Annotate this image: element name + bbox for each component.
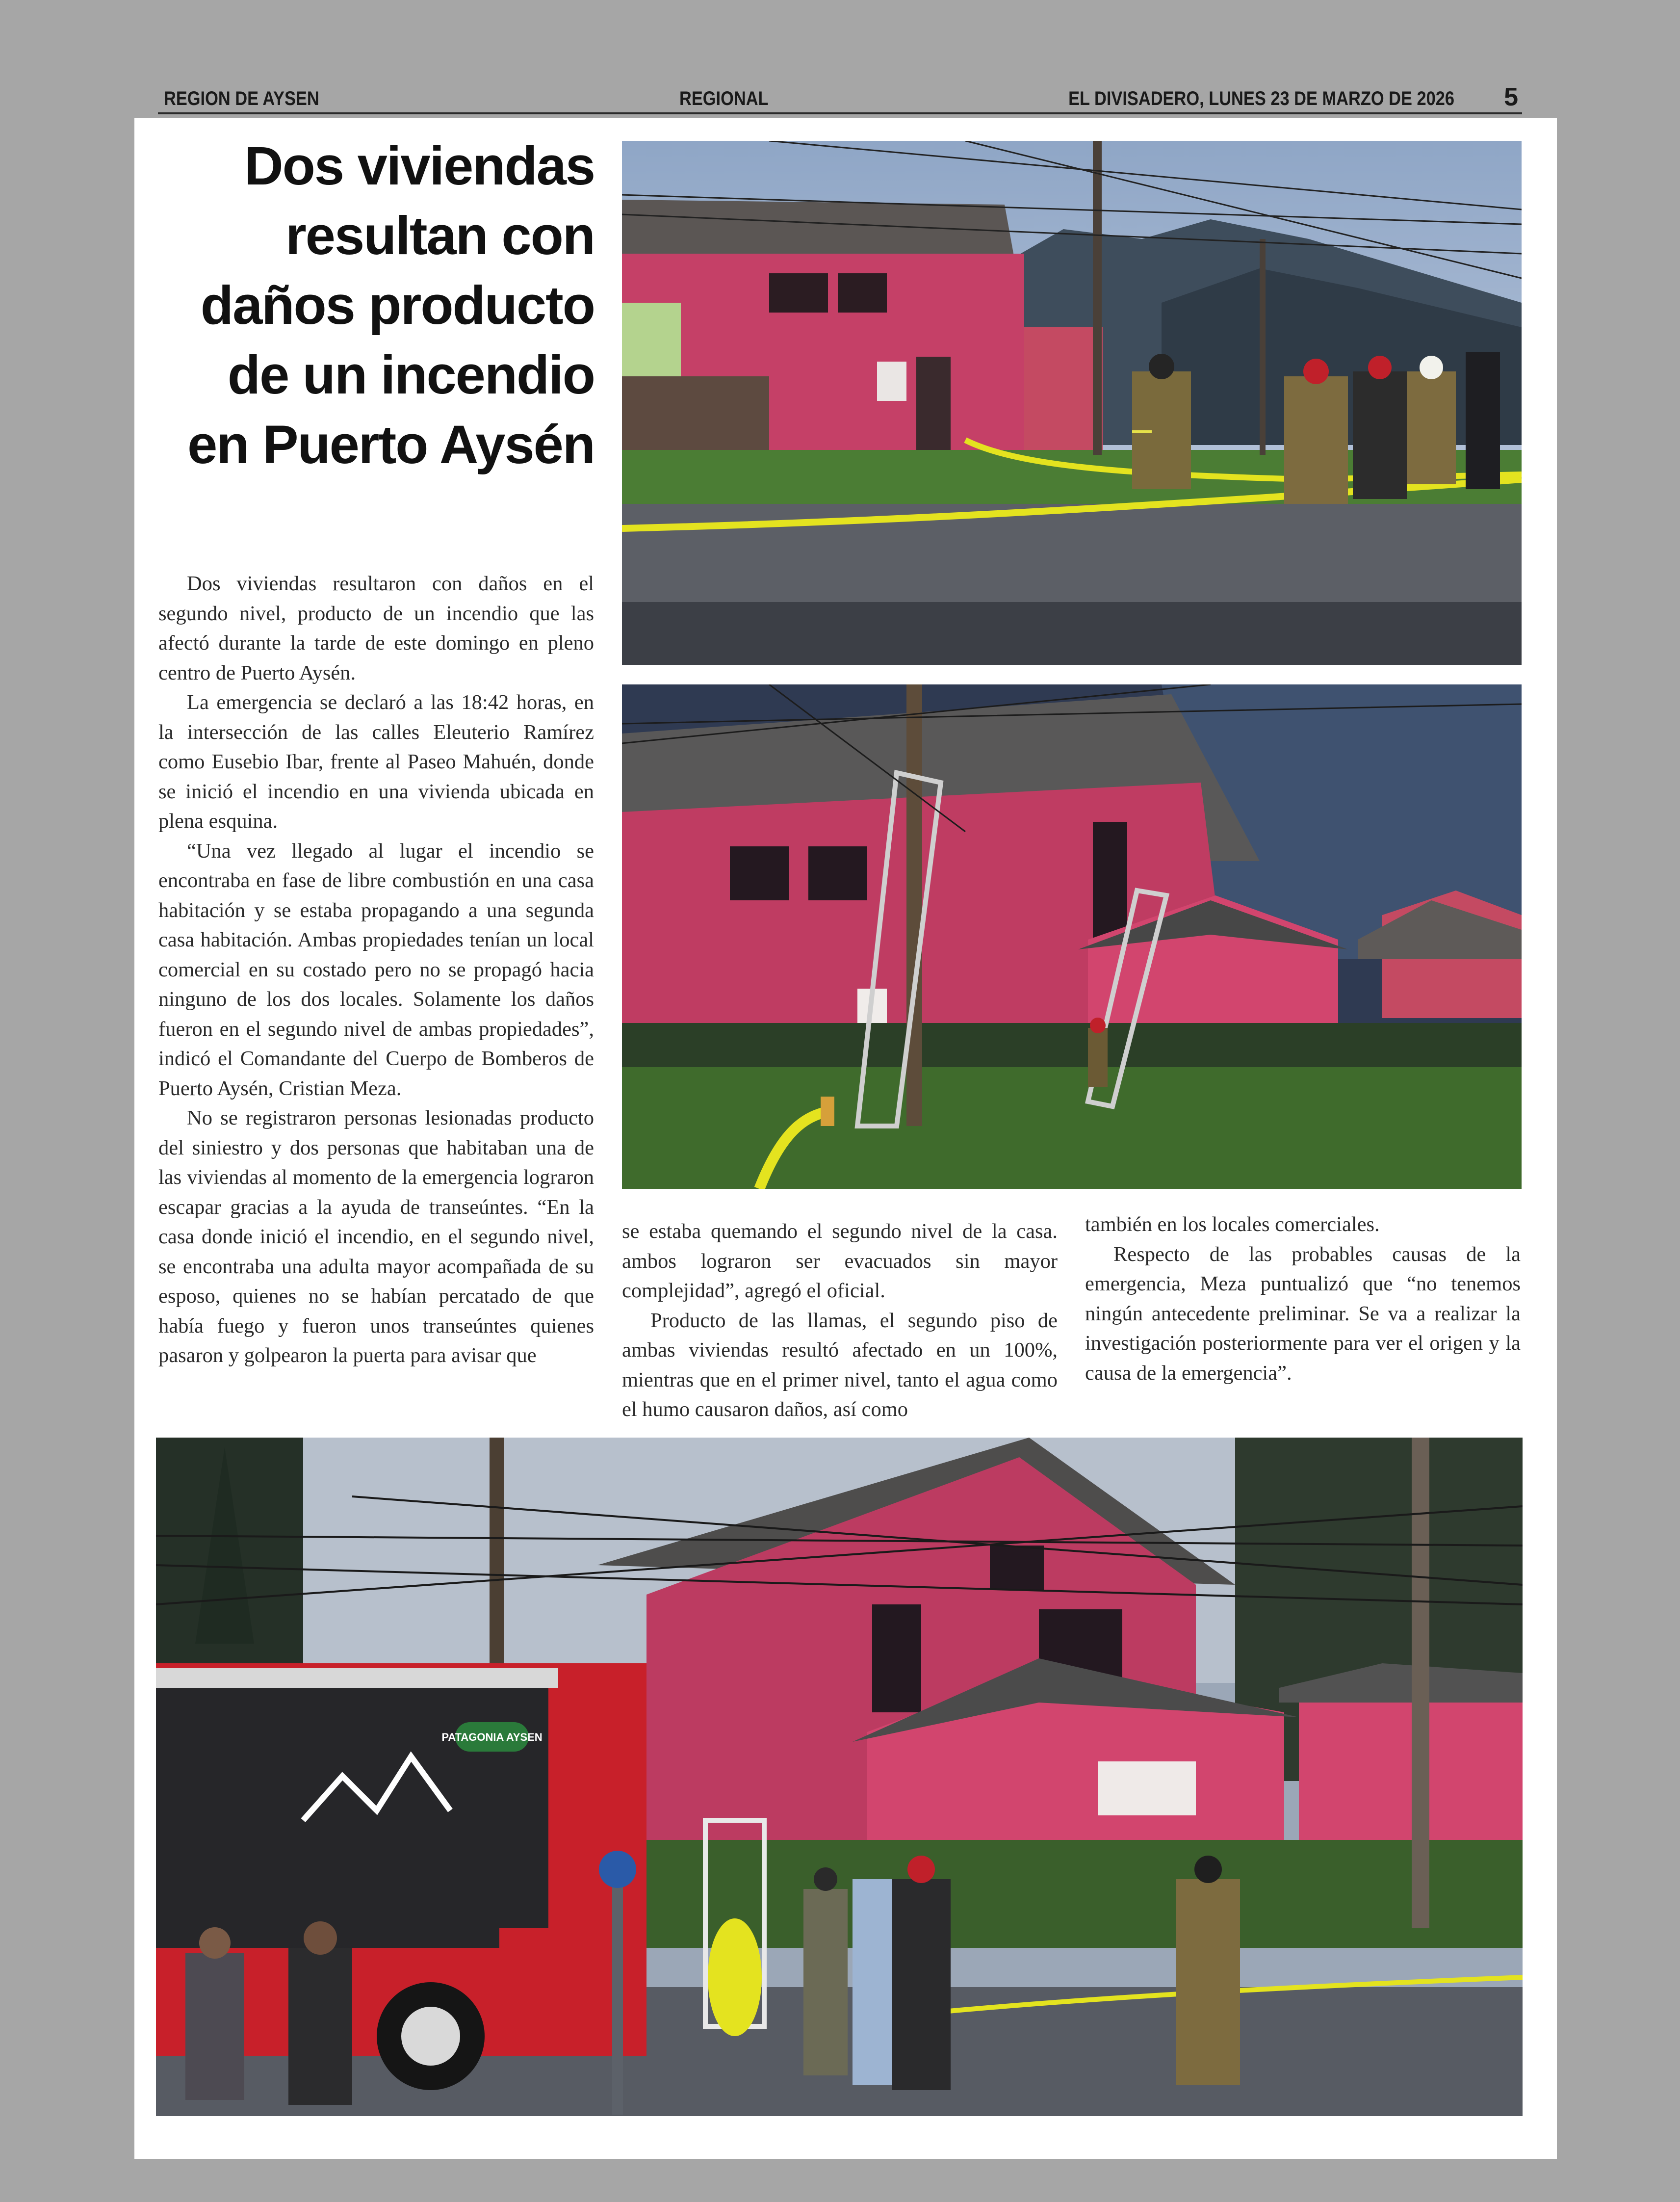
article-paragraph: se estaba quemando el segundo nivel de la casa. ambos lograron ser evacuados sin mayor complejidad”, agregó el oficial.: [622, 1220, 1058, 1302]
photo-firefighters-street: [622, 141, 1522, 665]
photo-firetruck-house-image: [156, 1438, 1523, 2116]
headline-line: resultan con: [285, 206, 594, 266]
header-rule: [158, 112, 1522, 114]
headline-line: daños producto: [200, 275, 594, 336]
headline-line: en Puerto Aysén: [187, 415, 594, 475]
truck-logo-text: PATAGONIA AYSEN: [441, 1731, 543, 1743]
article-paragraph: La emergencia se declaró a las 18:42 horas, en la intersección de las calles Eleuterio Ramírez como Eusebio Ibar, frente al Paseo Mahuén, donde se inició el incendio en una vivienda ubicada en plena esquina.: [158, 691, 594, 833]
article-column-3: [1085, 1210, 1521, 1388]
headline: [164, 131, 594, 480]
category-label: REGIONAL: [679, 88, 769, 109]
article-paragraph: Producto de las llamas, el segundo piso de ambas viviendas resultó afectado en un 100%, mientras que en el primer nivel, tanto el agua como el humo causaron daños, así como: [622, 1309, 1058, 1421]
article-column-1: [158, 569, 594, 1371]
article-column-2: [622, 1217, 1058, 1425]
headline-line: de un incendio: [227, 345, 594, 405]
article-paragraph: “Una vez llegado al lugar el incendio se encontraba en fase de libre combustión en una casa habitación y se estaba propagando a una segunda casa habitación. Ambas propiedades tenían un local comercial en su costado pero no se propagó hacia ninguno de los dos locales. Solamente los daños fueron en el segundo nivel de ambas propiedades”, indicó el Comandante del Cuerpo de Bomberos de Puerto Aysén, Cristian Meza.: [158, 839, 594, 1100]
newspaper-date: EL DIVISADERO, LUNES 23 DE MARZO DE 2026: [1068, 88, 1454, 109]
photo-firetruck-house: [156, 1438, 1523, 2116]
article-paragraph: Dos viviendas resultaron con daños en el segundo nivel, producto de un incendio que las afectó durante la tarde de este domingo en pleno centro de Puerto Aysén.: [158, 572, 594, 684]
section-label: REGION DE AYSEN: [164, 88, 319, 109]
photo-ladder-house: [622, 684, 1522, 1189]
photo-ladder-house-image: [622, 684, 1522, 1189]
page-number: 5: [1504, 83, 1518, 111]
article-paragraph: Respecto de las probables causas de la emergencia, Meza puntualizó que “no tenemos ningún antecedente preliminar. Se va a realizar la investigación posteriormente para ver el origen y la causa de la emergencia”.: [1085, 1242, 1521, 1385]
photo-firefighters-street-image: [622, 141, 1522, 665]
article-paragraph: también en los locales comerciales.: [1085, 1213, 1380, 1236]
headline-line: Dos viviendas: [244, 136, 594, 196]
article-paragraph: No se registraron personas lesionadas producto del siniestro y dos personas que habitaban una de las viviendas al momento de la emergencia lograron escapar gracias a la ayuda de transeúntes. “En la casa donde inició el incendio, en el segundo nivel, se encontraba una adulta mayor acompañada de su esposo, quienes no se habían percatado de que había fuego y fueron unos transeúntes quienes pasaron y golpearon la puerta para avisar que: [158, 1106, 594, 1367]
